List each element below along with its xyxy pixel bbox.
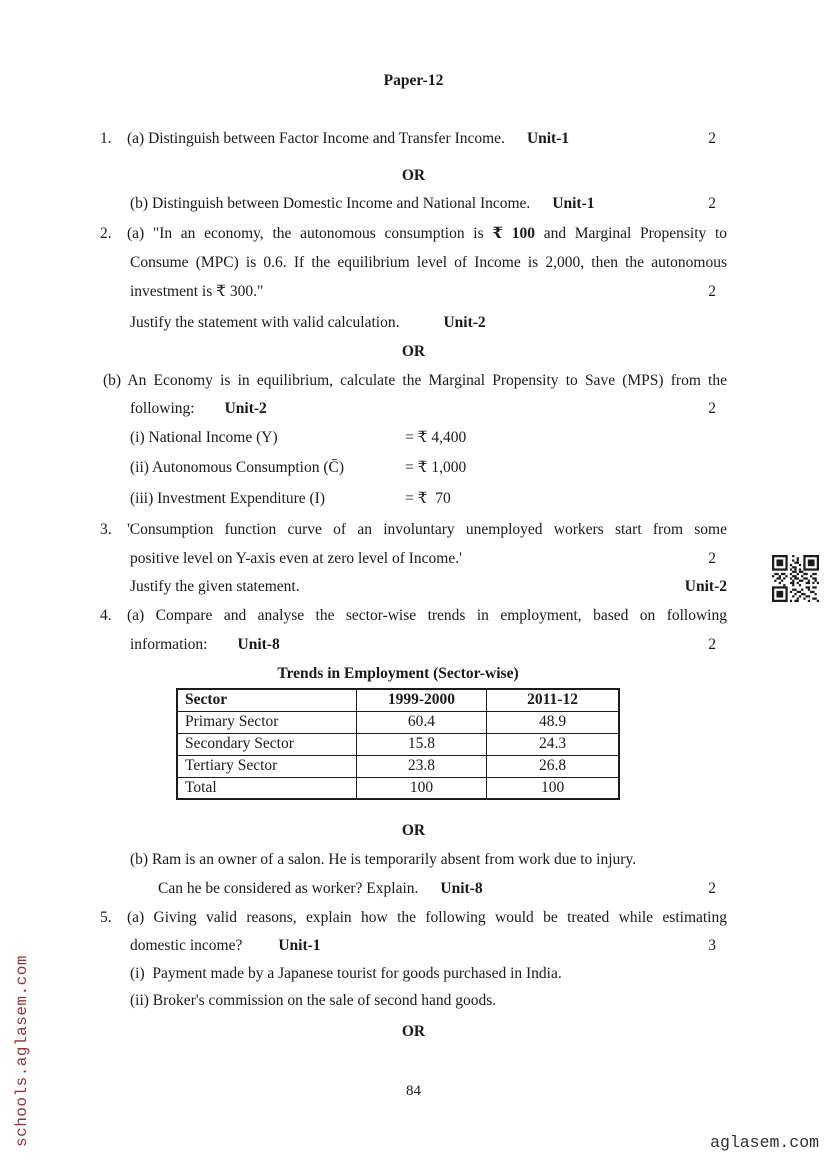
question-number: 2. bbox=[100, 225, 112, 242]
marks: 2 bbox=[708, 550, 716, 567]
question-text: (ii) Broker's commission on the sale of second hand goods. bbox=[130, 992, 497, 1009]
marks: 2 bbox=[708, 195, 716, 212]
question-2a-line2 bbox=[100, 252, 727, 274]
item-value: = ₹ 1,000 bbox=[405, 459, 467, 476]
question-text: Justify the given statement. bbox=[130, 578, 300, 595]
question-text: 'Consumption function curve of an involuntary unemployed workers start from some bbox=[127, 521, 727, 538]
question-text: positive level on Y-axis even at zero level of Income.' bbox=[130, 550, 462, 567]
question-text: investment is ₹ 300." bbox=[130, 283, 264, 300]
column-header: 1999-2000 bbox=[356, 689, 486, 711]
unit-tag: Unit-1 bbox=[526, 130, 570, 147]
qr-code-icon bbox=[771, 555, 820, 602]
question-text: Consume (MPC) is 0.6. If the equilibrium level of Income is 2,000, then the autonomous bbox=[130, 254, 727, 271]
unit-tag: Unit-2 bbox=[684, 578, 727, 595]
question-5a-line1 bbox=[100, 907, 727, 929]
question-number: 3. bbox=[100, 521, 112, 538]
or-separator: OR bbox=[401, 343, 426, 360]
question-2a-line4 bbox=[100, 312, 727, 334]
item-label: (iii) Investment Expenditure (I) bbox=[130, 490, 325, 507]
table-row: Secondary Sector 15.8 24.3 bbox=[177, 733, 619, 755]
question-2b-line2 bbox=[100, 398, 727, 420]
item-value: = ₹ 70 bbox=[405, 490, 451, 507]
question-3-line1 bbox=[100, 519, 727, 541]
marks: 2 bbox=[708, 130, 716, 147]
unit-tag: Unit-8 bbox=[237, 636, 280, 653]
question-4b-line1 bbox=[100, 849, 727, 871]
question-text: (b) Ram is an owner of a salon. He is temporarily absent from work due to injury. bbox=[130, 851, 637, 868]
question-1b bbox=[100, 193, 727, 215]
marks: 2 bbox=[708, 880, 716, 897]
marks: 2 bbox=[708, 400, 716, 417]
question-4b-line2 bbox=[100, 878, 727, 900]
or-separator: OR bbox=[401, 167, 426, 184]
column-header: Sector bbox=[177, 689, 356, 711]
or-separator: OR bbox=[401, 1023, 426, 1040]
question-5a-line2 bbox=[100, 935, 727, 957]
unit-tag: Unit-1 bbox=[278, 937, 321, 954]
question-number: 4. bbox=[100, 607, 112, 624]
question-2a-line1 bbox=[100, 223, 727, 245]
unit-tag: Unit-2 bbox=[443, 314, 486, 331]
page-title: Paper-12 bbox=[383, 72, 444, 89]
item-label: (ii) Autonomous Consumption (C̄) bbox=[130, 459, 344, 476]
question-3-line2 bbox=[100, 548, 727, 570]
question-number: 1. bbox=[100, 130, 112, 147]
watermark-left-vertical: schools.aglasem.com bbox=[13, 955, 31, 1147]
table-header-row bbox=[177, 689, 619, 711]
data-item-iii bbox=[100, 488, 727, 510]
employment-trends-table bbox=[176, 688, 620, 800]
watermark-bottom-right: aglasem.com bbox=[710, 1133, 819, 1152]
question-2a-line3 bbox=[100, 281, 727, 303]
rupee-amount-bold: ₹ 100 bbox=[492, 225, 536, 242]
marks: 2 bbox=[708, 636, 716, 653]
unit-tag: Unit-1 bbox=[552, 195, 595, 212]
table-row: Primary Sector 60.4 48.9 bbox=[177, 711, 619, 733]
question-text: following: bbox=[130, 400, 195, 417]
table-title: Trends in Employment (Sector-wise) bbox=[277, 665, 519, 682]
question-text: (a) Giving valid reasons, explain how the following would be treated while estimating bbox=[127, 909, 727, 926]
or-separator: OR bbox=[401, 822, 426, 839]
question-2b-line1 bbox=[100, 370, 727, 392]
data-item-ii bbox=[100, 457, 727, 479]
question-text: Can he be considered as worker? Explain. bbox=[158, 880, 419, 897]
marks: 2 bbox=[708, 283, 716, 300]
marks: 3 bbox=[708, 937, 716, 954]
column-header: 2011-12 bbox=[487, 689, 619, 711]
question-4a-line2 bbox=[100, 634, 727, 656]
question-text: (a) Distinguish between Factor Income and Transfer Income. bbox=[127, 130, 505, 147]
question-text: (b) Distinguish between Domestic Income and National Income. bbox=[130, 195, 531, 212]
question-text: Justify the statement with valid calculation. bbox=[130, 314, 400, 331]
item-label: (i) National Income (Y) bbox=[130, 429, 278, 446]
question-text: (a) "In an economy, the autonomous consumption is ₹ 100 and Marginal Propensity to bbox=[127, 225, 728, 242]
unit-tag: Unit-2 bbox=[224, 400, 267, 417]
question-text: (i) Payment made by a Japanese tourist for goods purchased in India. bbox=[130, 965, 562, 982]
question-4a-line1 bbox=[100, 605, 727, 627]
question-text: information: bbox=[130, 636, 208, 653]
question-1a bbox=[100, 128, 727, 150]
page-number: 84 bbox=[406, 1083, 421, 1099]
question-text: (b) An Economy is in equilibrium, calculate the Marginal Propensity to Save (MPS) from the bbox=[103, 372, 727, 389]
table-row: Tertiary Sector 23.8 26.8 bbox=[177, 755, 619, 777]
question-text: (a) Compare and analyse the sector-wise trends in employment, based on following bbox=[127, 607, 727, 624]
question-3-line3 bbox=[100, 576, 727, 598]
item-value: = ₹ 4,400 bbox=[405, 429, 467, 446]
question-5-item-ii bbox=[100, 990, 727, 1012]
question-text: domestic income? bbox=[130, 937, 243, 954]
data-item-i bbox=[100, 427, 727, 449]
table-row: Total 100 100 bbox=[177, 777, 619, 799]
unit-tag: Unit-8 bbox=[440, 880, 483, 897]
question-5-item-i bbox=[100, 963, 727, 985]
question-number: 5. bbox=[100, 909, 112, 926]
